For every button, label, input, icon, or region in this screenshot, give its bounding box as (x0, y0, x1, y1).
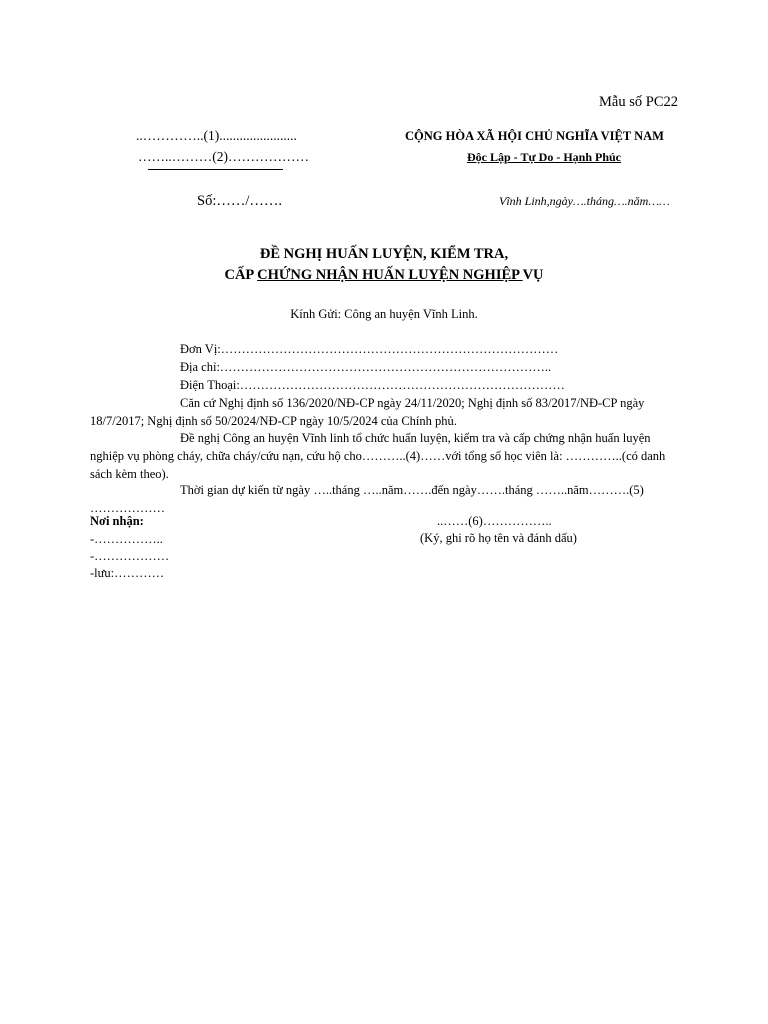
form-code: Mẫu số PC22 (599, 94, 678, 110)
document-title-line2 (0, 267, 768, 284)
agency-divider (148, 169, 283, 170)
recipient-item: -…………….. (90, 532, 163, 546)
document-title-line1: ĐỀ NGHỊ HUẤN LUYỆN, KIỂM TRA, (259, 246, 509, 262)
field-dia-chi: Địa chỉ:…………………………………………………………………….. (180, 360, 552, 374)
national-motto: Độc Lập - Tự Do - Hạnh Phúc (467, 150, 622, 164)
signer-title: ..……(6)…………….. (437, 514, 552, 528)
agency-name: ……..………(2)……………… (138, 149, 309, 164)
paragraph-legal-basis: Căn cứ Nghị định số 136/2020/NĐ-CP ngày 24/11/2020; Nghị định số 83/2017/NĐ-CP ngày 18/7/2017; Nghị định số 50/2024/NĐ-CP ngày 10/5/2024 của Chính phủ. (90, 396, 645, 428)
agency-superior: ..…………..(1)....................... (136, 128, 297, 143)
paragraph-request: Đề nghị Công an huyện Vĩnh linh tổ chức huấn luyện, kiểm tra và cấp chứng nhận huấn luyện nghiệp vụ phòng cháy, chữa cháy/cứu nạn, cứu hộ cho………..(4)……với tổng số học viên là: …………..(có danh sách kèm theo). (90, 431, 666, 481)
signature-instruction: (Ký, ghi rõ họ tên và đánh dấu) (420, 531, 577, 545)
place-date: Vĩnh Linh,ngày….tháng….năm…… (499, 194, 670, 208)
field-don-vi: Đơn Vị:……………………………………………………………………… (180, 342, 559, 356)
paragraph-schedule: Thời gian dự kiến từ ngày …..tháng …..năm…….đến ngày…….tháng ……..năm……….(5) ……………… (90, 483, 644, 515)
title-underlined: CHỨNG NHẬN HUẤN LUYỆN NGHIỆP (257, 267, 523, 283)
field-dien-thoai: Điện Thoại:…………………………………………………………………… (180, 378, 565, 392)
national-title: CỘNG HÒA XÃ HỘI CHỦ NGHĨA VIỆT NAM (405, 129, 664, 143)
recipient: Kính Gửi: Công an huyện Vĩnh Linh. (290, 307, 478, 321)
recipient-item: -……………… (90, 549, 170, 563)
title-prefix: CẤP (224, 267, 258, 283)
recipient-item: -lưu:………… (90, 566, 165, 580)
recipients-label: Nơi nhận: (90, 514, 144, 528)
document-number: Số:……/……. (197, 193, 282, 209)
title-suffix: VỤ (522, 267, 544, 283)
